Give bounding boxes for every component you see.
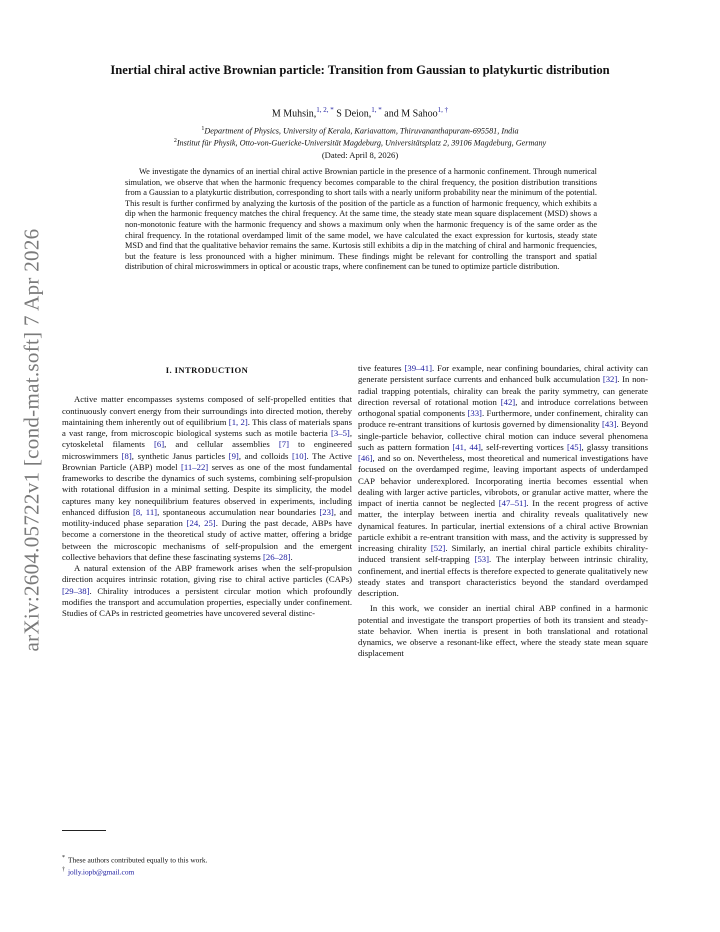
citation-link[interactable]: [39–41] [404,363,432,373]
footnote-text: These authors contributed equally to this work. [68,855,208,865]
author-name: M Sahoo [401,108,438,120]
affiliation [60,124,660,137]
affiliation-number: 2 [173,138,177,144]
author-name: S Deion, [333,108,372,120]
citation-link[interactable]: [32] [602,374,618,385]
affiliation [60,136,660,149]
paper-title: Inertial chiral active Brownian particle: Transition from Gaussian to platykurtic distribution [110,63,610,77]
citation-link[interactable]: [3–5] [331,428,350,438]
affiliation-text: Department of Physics, University of Kerala, Kariavattom, Thiruvananthapuram-695581, India [204,126,519,136]
affiliation-text: Institut für Physik, Otto-von-Guericke-Universität Magdeburg, Universitätsplatz 2, 39106 Magdeburg, Germany [176,138,547,148]
citation-link[interactable]: [6] [153,439,165,450]
citation-link[interactable]: [10] [292,450,307,461]
citation-link[interactable]: [46] [358,453,373,463]
author-affil-mark: 1, † [437,106,449,114]
arxiv-identifier: arXiv:2604.05722v1 [cond-mat.soft] 7 Apr 2026 [19,228,44,652]
affiliation-number: 1 [201,126,205,132]
paragraph: tive features [39–41]. For example, near confining boundaries, chiral activity can generate persistent surface currents and enhanced bulk accumulation [32]. In non-radial trapping potentials, chirality can break the parity symmetry, can generate direction reversal of rotational motion [42], and introduce correlations between orthogonal spatial components [33]. Furthermore, under confinement, chirality can produce re-entrant transitions of kurtosis governed by dimensionality [43]. Beyond single-particle behavior, collective chiral motion can induce several phenomena such as pattern formation [41, 44], self-reverting vortices [45], glassy transitions [46], and so on. Nevertheless, most theoretical and numerical investigations have focused on the overdamped regime, leaving important aspects of underdamped CAP behavior underexplored. Incorporating inertia becomes essential when dealing with larger active particles, vibrobots, or granular active matter, where the impact of inertia cannot be neglected [47–51]. In the recent progress of active matter, the interplay between inertia and chirality reveals qualitatively new dynamical features. In particular, inertial extensions of a chiral active Brownian particle exhibit a re-entrant transition with mass, and the activity is suppressed by increasing chirality [52]. Similarly, an inertial chiral particle exhibits chirality-induced transient self-trapping [53]. The interplay between intrinsic chirality, confinement, and inertial effects is therefore expected to generate qualitatively new steady states and transport characteristics beyond the standard overdamped description. [358,363,648,598]
citation-link[interactable]: [45] [567,441,582,452]
citation-link[interactable]: [23] [319,506,334,517]
paragraph: In this work, we consider an inertial chiral ABP confined in a harmonic potential and investigate the transport properties of both its transient and steady-state behavior. When inertia is present in both translational and rotational dynamics, we observe a resonant-like effect, where the steady state mean square displacement [358,603,648,659]
citation-link[interactable]: [53] [474,554,490,565]
author-affil-mark: 1, 2, * [316,106,334,114]
date-line: (Dated: April 8, 2026) [321,150,399,160]
left-column [62,364,352,619]
author-name: M Muhsin, [271,108,317,120]
citation-link[interactable]: [9] [228,450,239,461]
citation-link[interactable]: [33] [467,408,482,418]
section-heading: I. INTRODUCTION [165,365,249,375]
citation-link[interactable]: [1, 2] [228,416,248,427]
citation-link[interactable]: [41, 44] [452,441,481,452]
paragraph: A natural extension of the ABP framework arises when the self-propulsion direction acquires intrinsic rotation, giving rise to chiral active particles (CAPs) [29–38]. Chirality introduces a persistent circular motion which profoundly modifies the transport and accumulation properties, especially under confinement. Studies of CAPs in restricted geometries have uncovered several distinc- [62,563,352,618]
email-link[interactable]: jolly.iopb@gmail.com [68,867,135,877]
arxiv-side-stamp [18,230,46,650]
right-column [358,363,648,660]
author-conjunction: and [381,108,402,120]
abstract: We investigate the dynamics of an inertial chiral active Brownian particle in the presence of a harmonic confinement. Through numerical simulation, we observe that when the harmonic frequency becomes comparable to the chiral frequency, the position distribution transitions from a Gaussian to a platykurtic distribution, corresponding to short tails with a nearly uniform probability near the minimum of the potential. This result is further confirmed by analyzing the kurtosis of the position of the particle as a function of harmonic frequency, which exhibits a dip when the harmonic frequency matches the chiral frequency. At the same time, the steady state mean square displacement (MSD) shows a non-monotonic feature with the harmonic frequency and shows a maximum only when the harmonic frequency is of the same order as the chiral frequency. In the rotational overdamped limit of the same model, we have calculated the exact expression for kurtosis, steady state MSD and find that the qualitative behavior remains the same. Kurtosis still exhibits a dip in the matching of chiral and harmonic frequencies, but the feature is less pronounced with a higher minimum. These findings might be relevant for controlling the transport and spatial distribution of chiral microswimmers in optical or acoustic traps, where confinement can be tuned to optimize particle distribution. [125,167,597,272]
citation-link[interactable]: [11–22] [181,461,209,472]
author-list [80,106,640,119]
citation-link[interactable]: [52] [430,543,446,553]
citation-link[interactable]: [47–51] [498,498,527,508]
footnote [62,853,352,865]
paragraph: Active matter encompasses systems composed of self-propelled entities that continuously convert energy from their surroundings into directed motion, thereby maintaining them inherently out of equilibrium [1, 2]. This class of materials spans a vast range, from microscopic biological systems such as motile bacteria [3–5], cytoskeletal filaments [6], and cellular assemblies [7] to engineered microswimmers [8], synthetic Janus particles [9], and colloids [10]. The Active Brownian Particle (ABP) model [11–22] serves as one of the most fundamental frameworks to describe the dynamics of such systems, combining self-propulsion with rotational diffusion in a minimal setting. Despite its simplicity, the model captures many key nonequilibrium features observed in experiments, including enhanced diffusion [8, 11], spontaneous accumulation near boundaries [23], and motility-induced phase separation [24, 25]. During the past decade, ABPs have become a cornerstone in the theoretical study of active matter, offering a bridge between the microscopic mechanisms of self-propulsion and the emergent collective behaviors that define these fascinating systems [26–28]. [62,394,353,562]
citation-link[interactable]: [7] [278,439,289,450]
footnote [62,865,352,877]
citation-link[interactable]: [43] [601,419,617,430]
citation-link[interactable]: [8, 11] [132,506,158,517]
citation-link[interactable]: [42] [500,396,516,407]
citation-link[interactable]: [26–28] [262,551,291,562]
citation-link[interactable]: [8] [121,450,132,461]
footnote-divider [62,830,106,831]
citation-link[interactable]: [24, 25] [186,518,216,528]
footnote-mark: * [62,855,65,861]
author-affil-mark: 1, * [371,106,382,114]
footnotes [62,853,352,878]
footnote-mark: † [62,867,65,874]
citation-link[interactable]: [29–38] [62,585,90,596]
